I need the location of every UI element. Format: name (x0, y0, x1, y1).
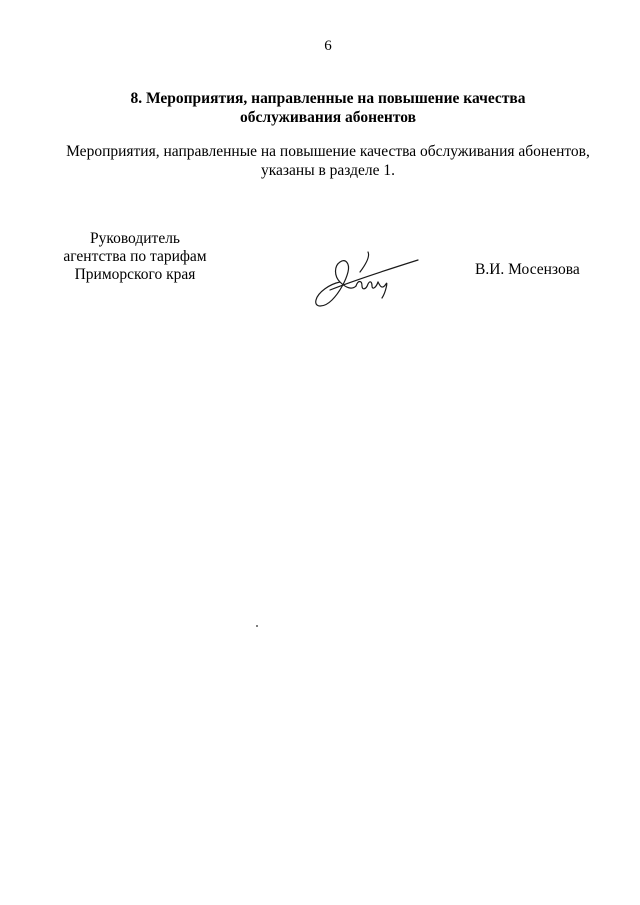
section-heading-line: 8. Мероприятия, направленные на повышение качества (130, 90, 526, 107)
signatory-name: В.И. Мосензова (475, 261, 580, 278)
section-body (0, 142, 640, 180)
scan-speck (256, 625, 258, 627)
page-number: 6 (324, 38, 332, 54)
section-body-line: Мероприятия, направленные на повышение качества обслуживания абонентов, (66, 143, 590, 160)
section-heading-line: обслуживания абонентов (240, 109, 416, 126)
section-body-line: указаны в разделе 1. (260, 162, 396, 179)
signature-block (0, 230, 640, 310)
signatory-position-line: Приморского края (74, 266, 196, 283)
signatory-position-line: агентства по тарифам (63, 248, 207, 265)
signatory-position-line: Руководитель (89, 230, 181, 247)
section-heading (0, 89, 640, 127)
signatory-position (40, 230, 230, 284)
handwritten-signature (300, 242, 425, 312)
